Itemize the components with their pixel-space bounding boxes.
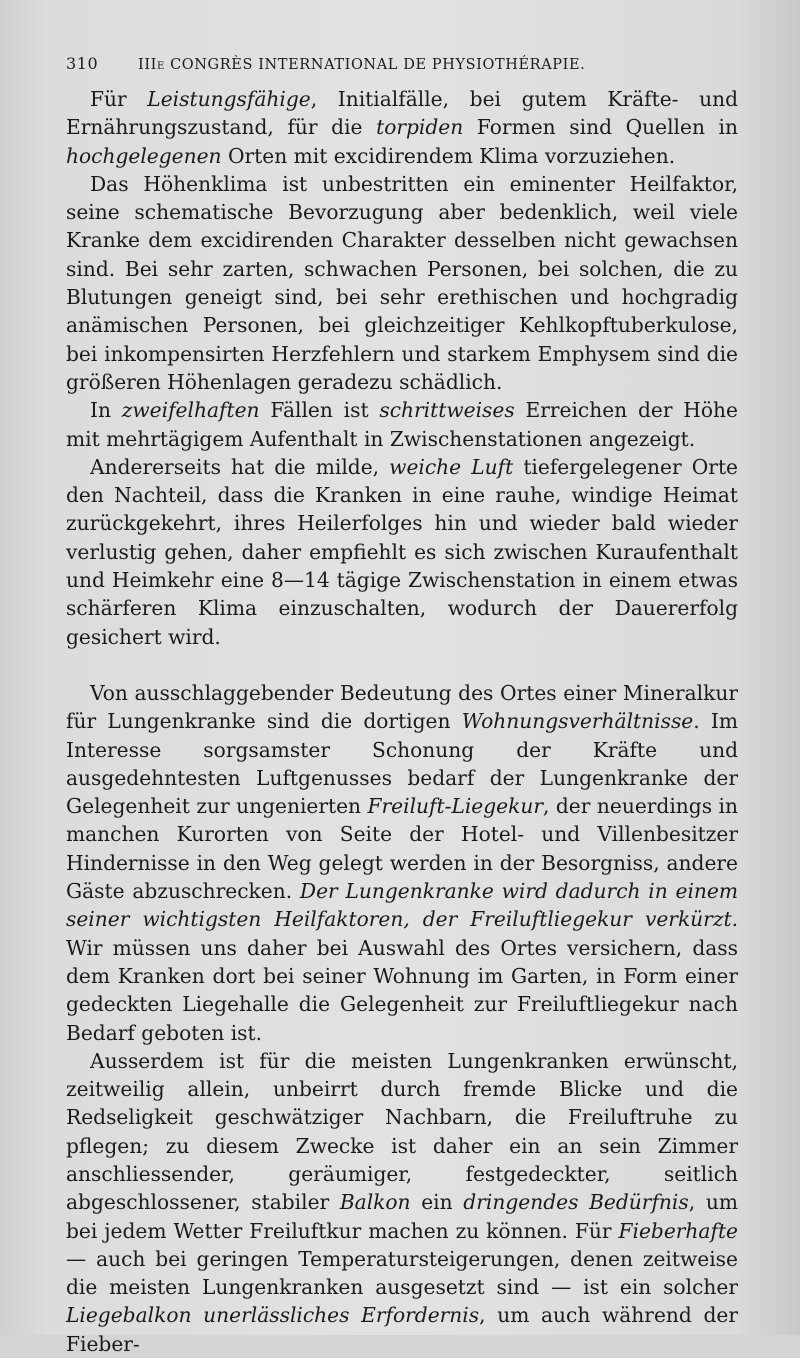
- text-run: Fällen ist: [259, 398, 380, 423]
- text-run: In: [90, 398, 122, 423]
- text-run: Formen sind Quellen in: [463, 115, 738, 140]
- text-run: , Initialfälle, bei gutem Kräfte- und Ernährungszustand, für die: [66, 87, 739, 140]
- italic-text: weiche Luft: [389, 454, 514, 479]
- text-run: — auch bei geringen Temperatursteigerungen, denen zeitweise die meisten Lungenkranken ausgesetzt sind — ist ein solcher: [66, 1246, 738, 1300]
- text-run: Von ausschlaggebender Bedeutung des Ortes einer Mineralkur für Lungenkranke sind die dortigen: [66, 680, 738, 734]
- text-run: Wir müssen uns daher bei Auswahl des Ortes versichern, dass dem Kranken dort bei seiner Wohnung im Garten, in Form einer gedeckten Liegehalle die Gelegenheit zur Freiluftliegekur nach Bedarf geboten ist.: [66, 935, 738, 1045]
- italic-text: Balkon: [339, 1190, 411, 1215]
- italic-text: Leistungsfähige: [147, 87, 311, 111]
- italic-text: zweifelhaften: [121, 398, 260, 423]
- text-run: ein: [410, 1190, 464, 1215]
- italic-text: Der Lungenkranke wird dadurch in einem seiner wichtigsten Heilfaktoren, der Freiluftliegekur verkürzt.: [66, 879, 738, 932]
- section-gap: [66, 651, 738, 679]
- text-run: Das Höhenklima ist unbestritten ein eminenter Heilfaktor, seine schematische Bevorzugung aber bedenklich, weil viele Kranke dem excidirenden Charakter desselben nicht gewachsen sind. Bei sehr zarten, schwachen Personen, bei solchen, die zu Blutungen geneigt sind, bei sehr erethischen und hochgradig anämischen Personen, bei gleichzeitiger Kehlkopftuberkulose, bei inkompensirten Herzfehlern und starkem Emphysem sind die größeren Höhenlagen geradezu schädlich.: [66, 171, 738, 394]
- text-run: Andererseits hat die milde,: [90, 454, 390, 479]
- italic-text: hochgelegenen: [66, 143, 222, 168]
- italic-text: Freiluft-Liegekur: [367, 794, 544, 819]
- italic-text: Liegebalkon unerlässliches Erfordernis: [66, 1303, 480, 1328]
- paragraph: [66, 1047, 738, 1358]
- italic-text: schrittweises: [379, 398, 515, 423]
- text-run: , um auch während der Fieber-: [66, 1303, 738, 1356]
- text-run: tiefergelegener Orte den Nachteil, dass die Kranken in eine rauhe, windige Heimat zurückgekehrt, ihres Heilerfolges hin und wieder bald wieder verlustig gehen, daher empfiehlt es sich zwischen Kuraufenthalt und Heimkehr eine 8—14 tägige Zwischenstation in einem etwas schärferen Klima einzuschalten, wodurch der Dauererfolg gesichert wird.: [66, 454, 739, 649]
- text-run: Erreichen der Höhe mit mehrtägigem Aufenthalt in Zwischenstationen angezeigt.: [66, 398, 738, 451]
- running-header: [66, 54, 738, 73]
- paragraph: [66, 396, 738, 453]
- text-run: , um bei jedem Wetter Freiluftkur machen zu können. Für: [66, 1190, 738, 1243]
- italic-text: Fieberhafte: [618, 1218, 738, 1243]
- paragraph: [66, 453, 738, 651]
- italic-text: Wohnungsverhältnisse: [461, 709, 694, 734]
- text-run: Für: [90, 87, 148, 111]
- paragraph: [66, 85, 738, 170]
- text-run: Ausserdem ist für die meisten Lungenkranken erwünscht, zeitweilig allein, unbeirrt durch fremde Blicke und die Redseligkeit geschwätziger Nachbarn, die Freiluftruhe zu pflegen; zu diesem Zwecke ist daher ein an sein Zimmer anschliessender, geräumiger, festgedeckter, seitlich abgeschlossener, stabiler: [66, 1048, 738, 1215]
- text-run: . Im Interesse sorgsamster Schonung der Kräfte und ausgedehntesten Luftgenusses bedarf der Lungenkranke der Gelegenheit zur ungenierten: [66, 709, 738, 819]
- italic-text: torpiden: [376, 115, 464, 140]
- page-number: 310: [66, 54, 99, 73]
- text-run: , der neuerdings in manchen Kurorten von Seite der Hotel- und Villenbesitzer Hindernisse in den Weg gelegt werden in der Besorgniss, andere Gäste abzuschrecken.: [66, 794, 738, 904]
- paragraph: [66, 679, 738, 1047]
- running-head-title: IIIe CONGRÈS INTERNATIONAL DE PHYSIOTHÉRAPIE.: [138, 57, 586, 73]
- italic-text: dringendes Bedürfnis: [463, 1190, 689, 1215]
- text-run: Orten mit excidirendem Klima vorzuziehen.: [221, 143, 676, 168]
- body-text: [66, 85, 738, 1358]
- paragraph: [66, 170, 738, 396]
